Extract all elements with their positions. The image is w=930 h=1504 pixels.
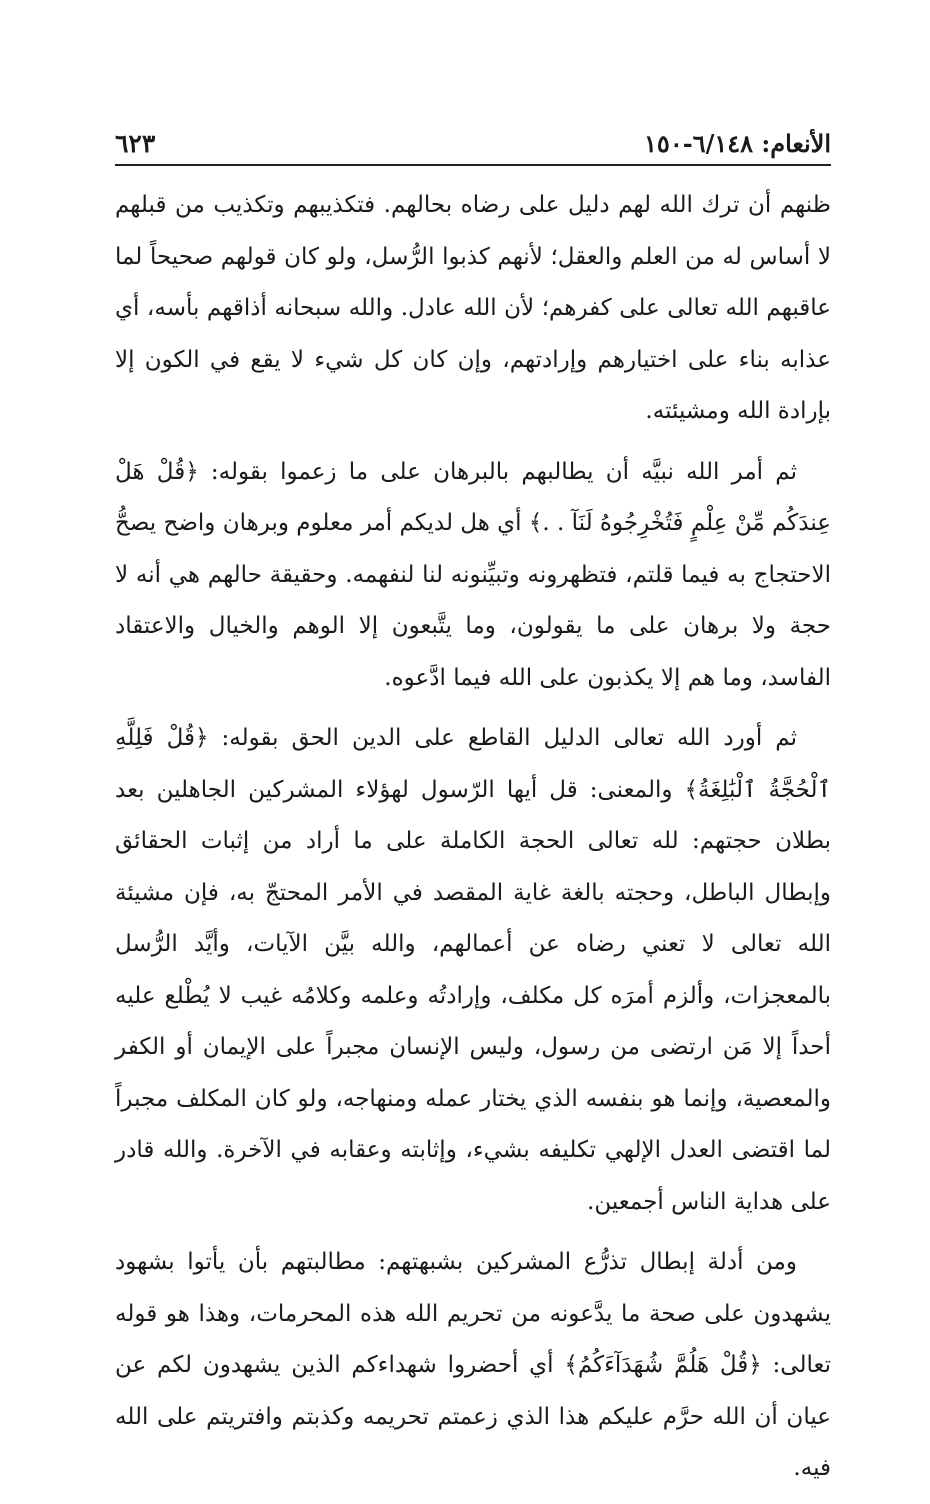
paragraph-text: ثم أورد الله تعالى الدليل القاطع على الدين الحق بقوله: [208,725,797,751]
quran-quote: ﴿قُلْ هَلْ عِندَكُم مِّنْ عِلْمٍ فَتُخْرِجُوهُ لَنَآ . .﴾ [115,458,831,536]
page-number: ٦٢٣ [115,129,156,158]
header-rule [115,164,831,166]
paragraph [115,1237,831,1495]
paragraph [115,713,831,1228]
paragraph-text: أي هل لديكم أمر معلوم وبرهان واضح يصحُّ الاحتجاج به فيما قلتم، فتظهرونه وتبيِّنونه لنا لنفهمه. وحقيقة حالهم هي أنه لا حجة ولا برهان على ما يقولون، وما يتَّبعون إلا الوهم والخيال والاعتقاد الفاسد، وما هم إلا يكذبون على الله فيما ادَّعوه. [115,510,831,691]
page [115,120,831,1504]
body-text [115,180,831,1495]
paragraph [115,447,831,705]
running-header [115,120,831,158]
running-title: الأنعام: ٦/١٤٨-١٥٠ [644,129,831,158]
paragraph-text: ثم أمر الله نبيَّه أن يطالبهم بالبرهان على ما زعموا بقوله: [198,458,798,485]
paragraph-text: ظنهم أن ترك الله لهم دليل على رضاه بحالهم. فتكذيبهم وتكذيب من قبلهم لا أساس له من العلم والعقل؛ لأنهم كذبوا الرُّسل، ولو كان قولهم صحيحاً لما عاقبهم الله تعالى على كفرهم؛ لأن الله عادل. والله سبحانه أذاقهم بأسه، أي عذابه بناء على اختيارهم وإرادتهم، وإن كان كل شيء لا يقع في الكون إلا بإرادة الله ومشيئته. [115,192,831,424]
quran-quote: ﴿قُلْ فَلِلَّهِ ٱلْحُجَّةُ ٱلْبَٰلِغَةُ﴾ [115,725,831,803]
paragraph-text: أي أحضروا شهداءكم الذين يشهدون لكم عن عيان أن الله حرَّم عليكم هذا الذي زعمتم تحريمه وكذبتم وافتريتم على الله فيه. [115,1352,831,1481]
paragraph-text: ومن أدلة إبطال تذرُّع المشركين بشبهتهم: مطالبتهم بأن يأتوا بشهود يشهدون على صحة ما يدَّعونه من تحريم الله هذه المحرمات، وهذا هو قوله تعالى: [115,1249,831,1378]
paragraph-text: والمعنى: قل أيها الرّسول لهؤلاء المشركين الجاهلين بعد بطلان حجتهم: لله تعالى الحجة الكاملة على ما أراد من إثبات الحقائق وإبطال الباطل، وحجته بالغة غاية المقصد في الأمر المحتجّ به، فإن مشيئة الله تعالى لا تعني رضاه عن أعمالهم، والله بيَّن الآيات، وأيَّد الرُّسل بالمعجزات، وألزم أمرَه كل مكلف، وإرادتُه وعلمه وكلامُه غيب لا يُطْلع عليه أحداً إلا مَن ارتضى من رسول، وليس الإنسان مجبراً على الإيمان أو الكفر والمعصية، وإنما هو بنفسه الذي يختار عمله ومنهاجه، ولو كان المكلف مجبراً لما اقتضى العدل الإلهي تكليفه بشيء، وإثابته وعقابه في الآخرة. والله قادر على هداية الناس أجمعين. [115,776,831,1215]
quran-quote: ﴿قُلْ هَلُمَّ شُهَدَآءَكُمُ﴾ [564,1352,762,1378]
paragraph [115,180,831,438]
